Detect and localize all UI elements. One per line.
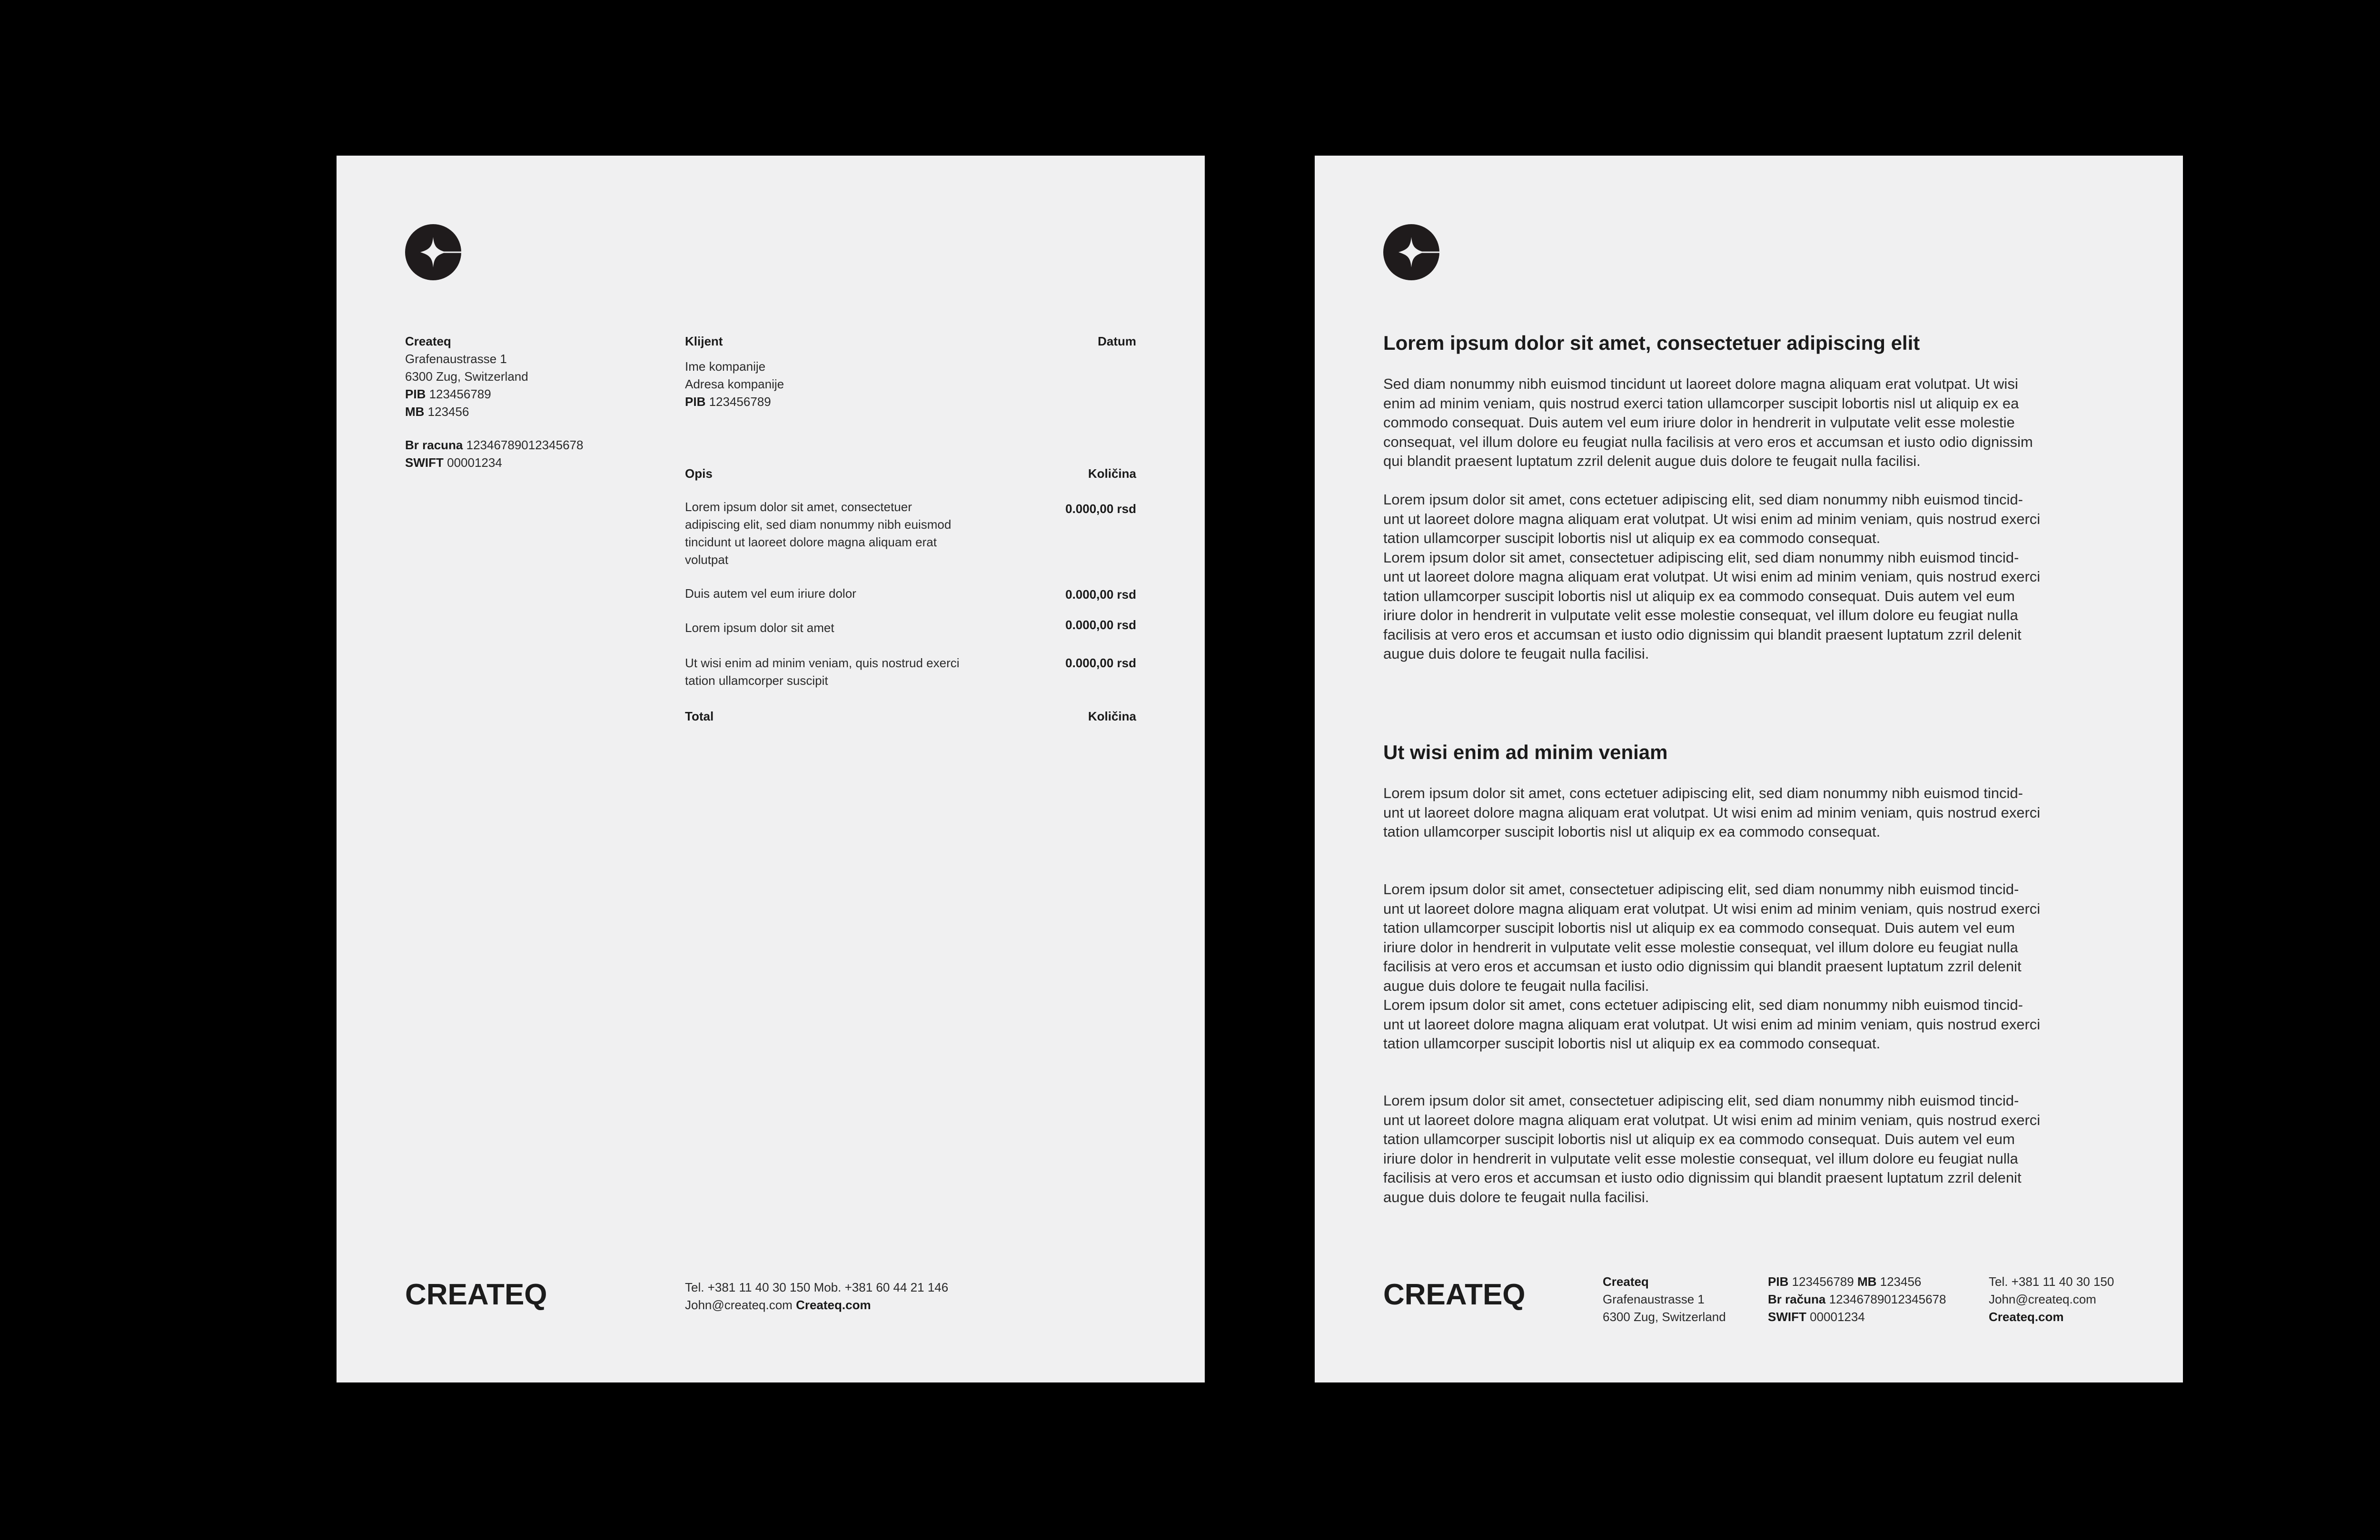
- row-amount: 0.000,00 rsd: [1065, 502, 1136, 516]
- footer-web: Createq.com: [1989, 1310, 2064, 1324]
- client-pib-value: 123456789: [709, 395, 771, 409]
- row-desc-line: tation ullamcorper suscipit: [685, 673, 828, 688]
- para-line: tation ullamcorper suscipit lobortis nisl ut aliquip ex ea commodo consequat. Duis autem vel eum: [1383, 919, 2015, 936]
- footer-contact: [685, 1279, 948, 1314]
- company-block: [405, 333, 528, 421]
- mb-label: MB: [405, 405, 425, 419]
- swift-label: SWIFT: [405, 455, 444, 470]
- row-desc-line: Lorem ipsum dolor sit amet: [685, 621, 834, 635]
- client-address: Adresa kompanije: [685, 377, 784, 391]
- company-city: 6300 Zug, Switzerland: [405, 369, 528, 384]
- para-line: commodo consequat. Duis autem vel eum iriure dolor in hendrerit in vulputate velit esse molestie: [1383, 414, 2015, 431]
- row-desc-line: Ut wisi enim ad minim veniam, quis nostrud exerci: [685, 656, 960, 670]
- para-line: Lorem ipsum dolor sit amet, consectetuer adipiscing elit, sed diam nonummy nibh euismod tincid-: [1383, 1092, 2019, 1109]
- paragraph: [1383, 490, 2040, 664]
- table-row: [685, 585, 856, 602]
- pib-label: PIB: [405, 387, 426, 401]
- footer-city: 6300 Zug, Switzerland: [1603, 1310, 1726, 1324]
- footer-web: Createq.com: [796, 1298, 871, 1312]
- para-line: Sed diam nonummy nibh euismod tincidunt ut laoreet dolore magna aliquam erat volutpat. Ut wisi: [1383, 375, 2018, 392]
- row-desc-line: Lorem ipsum dolor sit amet, consectetuer: [685, 500, 912, 514]
- footer-street: Grafenaustrasse 1: [1603, 1292, 1705, 1306]
- qty-header: Količina: [1088, 466, 1136, 481]
- row-amount: 0.000,00 rsd: [1065, 618, 1136, 632]
- footer-tel: Tel. +381 11 40 30 150: [1989, 1274, 2114, 1289]
- account-value: 12346789012345678: [466, 438, 584, 452]
- para-line: facilisis at vero eros et accumsan et iusto odio dignissim qui blandit praesent luptatum zzril delenit: [1383, 1169, 2022, 1186]
- para-line: facilisis at vero eros et accumsan et iusto odio dignissim qui blandit praesent luptatum zzril delenit: [1383, 626, 2022, 643]
- footer-account-value: 12346789012345678: [1829, 1292, 1946, 1306]
- bank-block: [405, 436, 583, 472]
- para-line: qui blandit praesent luptatum zzril delenit augue duis dolore te feugait nulla facilisi.: [1383, 453, 1921, 469]
- para-line: Lorem ipsum dolor sit amet, consectetuer adipiscing elit, sed diam nonummy nibh euismod tincid-: [1383, 549, 2019, 566]
- footer-ids: [1768, 1273, 1946, 1326]
- company-street: Grafenaustrasse 1: [405, 352, 507, 366]
- para-line: unt ut laoreet dolore magna aliquam erat volutpat. Ut wisi enim ad minim veniam, quis nostrud exerci: [1383, 1016, 2041, 1033]
- para-line: consequat, vel illum dolore eu feugiat nulla facilisis at vero eros et accumsan et iusto odio dignissim: [1383, 433, 2033, 450]
- swift-value: 00001234: [447, 455, 502, 470]
- footer-email: John@createq.com: [1989, 1292, 2096, 1306]
- logo-star-icon: [405, 224, 461, 280]
- invoice-sheet: [337, 156, 1205, 1382]
- para-line: tation ullamcorper suscipit lobortis nisl ut aliquip ex ea commodo consequat. Duis autem vel eum: [1383, 587, 2015, 604]
- footer-mb-value: 123456: [1880, 1274, 1922, 1289]
- paragraph: [1383, 880, 2040, 1054]
- paragraph: [1383, 784, 2040, 842]
- paragraph: [1383, 1091, 2040, 1207]
- para-line: augue duis dolore te feugait nulla facilisi.: [1383, 1188, 1649, 1205]
- row-desc-line: tincidunt ut laoreet dolore magna aliquam erat: [685, 535, 937, 549]
- para-line: enim ad minim veniam, quis nostrud exerci tation ullamcorper suscipit lobortis nisl ut aliquip ex ea: [1383, 395, 2019, 412]
- footer-swift-value: 00001234: [1810, 1310, 1865, 1324]
- footer-mb-label: MB: [1857, 1274, 1877, 1289]
- letter-sheet: [1315, 156, 2183, 1382]
- row-amount: 0.000,00 rsd: [1065, 587, 1136, 602]
- footer-company-name: Createq: [1603, 1274, 1649, 1289]
- heading-primary: Lorem ipsum dolor sit amet, consectetuer adipiscing elit: [1383, 332, 1920, 354]
- account-label: Br racuna: [405, 438, 463, 452]
- client-name: Ime kompanije: [685, 359, 766, 374]
- row-amount: 0.000,00 rsd: [1065, 656, 1136, 670]
- para-line: iriure dolor in hendrerit in vulputate velit esse molestie consequat, vel illum dolore eu feugiat nulla: [1383, 607, 2018, 623]
- footer-account-label: Br računa: [1768, 1292, 1826, 1306]
- total-label: Total: [685, 709, 714, 723]
- heading-secondary: Ut wisi enim ad minim veniam: [1383, 741, 1668, 763]
- para-line: augue duis dolore te feugait nulla facilisi.: [1383, 977, 1649, 994]
- table-row: [685, 619, 834, 637]
- para-line: Lorem ipsum dolor sit amet, consectetuer adipiscing elit, sed diam nonummy nibh euismod tincid-: [1383, 881, 2019, 898]
- footer-pib-value: 123456789: [1792, 1274, 1854, 1289]
- client-label: Klijent: [685, 334, 723, 348]
- para-line: unt ut laoreet dolore magna aliquam erat volutpat. Ut wisi enim ad minim veniam, quis nostrud exerci: [1383, 1111, 2041, 1128]
- client-block: [685, 333, 784, 411]
- para-line: augue duis dolore te feugait nulla facilisi.: [1383, 645, 1649, 662]
- row-desc-line: volutpat: [685, 553, 729, 567]
- para-line: tation ullamcorper suscipit lobortis nisl ut aliquip ex ea commodo consequat. Duis autem vel eum: [1383, 1131, 2015, 1147]
- footer-address: [1603, 1273, 1726, 1326]
- para-line: facilisis at vero eros et accumsan et iusto odio dignissim qui blandit praesent luptatum zzril delenit: [1383, 958, 2022, 975]
- row-desc-line: Duis autem vel eum iriure dolor: [685, 586, 856, 601]
- para-line: Lorem ipsum dolor sit amet, cons ectetuer adipiscing elit, sed diam nonummy nibh euismod tincid-: [1383, 491, 2023, 508]
- createq-wordmark: CREATEQ: [1383, 1278, 1526, 1311]
- para-line: tation ullamcorper suscipit lobortis nisl ut aliquip ex ea commodo consequat.: [1383, 530, 1881, 546]
- paragraph: [1383, 375, 2033, 471]
- client-pib-label: PIB: [685, 395, 706, 409]
- pib-value: 123456789: [429, 387, 491, 401]
- para-line: tation ullamcorper suscipit lobortis nisl ut aliquip ex ea commodo consequat.: [1383, 1035, 1881, 1052]
- footer-phones: Tel. +381 11 40 30 150 Mob. +381 60 44 21 146: [685, 1280, 949, 1294]
- table-row: [685, 654, 960, 690]
- footer-contact: [1989, 1273, 2114, 1326]
- date-label: Datum: [1098, 334, 1136, 348]
- para-line: tation ullamcorper suscipit lobortis nisl ut aliquip ex ea commodo consequat.: [1383, 823, 1881, 840]
- footer-swift-label: SWIFT: [1768, 1310, 1806, 1324]
- para-line: iriure dolor in hendrerit in vulputate velit esse molestie consequat, vel illum dolore eu feugiat nulla: [1383, 1150, 2018, 1167]
- para-line: unt ut laoreet dolore magna aliquam erat volutpat. Ut wisi enim ad minim veniam, quis nostrud exerci: [1383, 804, 2041, 821]
- footer-email: John@createq.com: [685, 1298, 793, 1312]
- row-desc-line: adipiscing elit, sed diam nonummy nibh euismod: [685, 517, 952, 532]
- para-line: Lorem ipsum dolor sit amet, cons ectetuer adipiscing elit, sed diam nonummy nibh euismod tincid-: [1383, 997, 2023, 1013]
- para-line: unt ut laoreet dolore magna aliquam erat volutpat. Ut wisi enim ad minim veniam, quis nostrud exerci: [1383, 568, 2041, 585]
- desc-header: Opis: [685, 466, 713, 481]
- mb-value: 123456: [427, 405, 469, 419]
- para-line: iriure dolor in hendrerit in vulputate velit esse molestie consequat, vel illum dolore eu feugiat nulla: [1383, 938, 2018, 956]
- para-line: Lorem ipsum dolor sit amet, cons ectetuer adipiscing elit, sed diam nonummy nibh euismod tincid-: [1383, 785, 2023, 801]
- para-line: unt ut laoreet dolore magna aliquam erat volutpat. Ut wisi enim ad minim veniam, quis nostrud exerci: [1383, 900, 2041, 917]
- company-name: Createq: [405, 334, 451, 348]
- footer-pib-label: PIB: [1768, 1274, 1789, 1289]
- createq-wordmark: CREATEQ: [405, 1278, 547, 1311]
- para-line: unt ut laoreet dolore magna aliquam erat volutpat. Ut wisi enim ad minim veniam, quis nostrud exerci: [1383, 510, 2041, 527]
- logo-star-icon: [1383, 224, 1439, 280]
- table-row: [685, 498, 951, 569]
- total-value: Količina: [1088, 709, 1136, 723]
